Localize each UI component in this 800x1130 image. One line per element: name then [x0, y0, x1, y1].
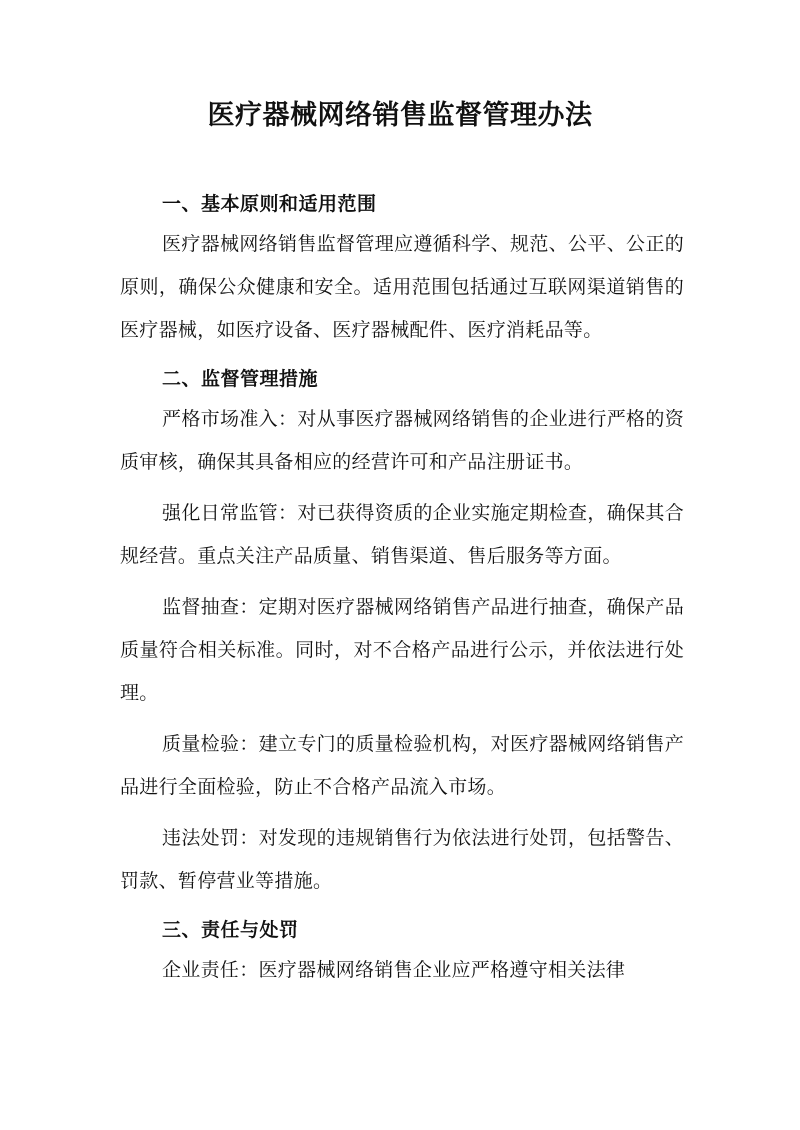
- section-paragraph: 强化日常监管：对已获得资质的企业实施定期检查，确保其合规经营。重点关注产品质量、销售渠道、售后服务等方面。: [120, 502, 684, 567]
- section-basic-principles: [120, 185, 684, 352]
- section-responsibility-penalty: [120, 911, 684, 992]
- section-supervision-measures: [120, 360, 684, 903]
- document-title: 医疗器械网络销售监督管理办法: [207, 100, 593, 131]
- section-paragraph: 监督抽查：定期对医疗器械网络销售产品进行抽查，确保产品质量符合相关标准。同时，对不合格产品进行公示，并依法进行处理。: [120, 596, 684, 704]
- document-body: [120, 185, 684, 992]
- section-paragraph: 医疗器械网络销售监督管理应遵循科学、规范、公平、公正的原则，确保公众健康和安全。适用范围包括通过互联网渠道销售的医疗器械，如医疗设备、医疗器械配件、医疗消耗品等。: [120, 233, 684, 341]
- section-paragraph: 严格市场准入：对从事医疗器械网络销售的企业进行严格的资质审核，确保其具备相应的经营许可和产品注册证书。: [120, 408, 684, 473]
- section-paragraph: 企业责任：医疗器械网络销售企业应严格遵守相关法律: [162, 959, 626, 981]
- section-heading: 二、监督管理措施: [162, 368, 319, 390]
- section-heading: 三、责任与处罚: [162, 919, 299, 941]
- section-paragraph: 质量检验：建立专门的质量检验机构，对医疗器械网络销售产品进行全面检验，防止不合格产品流入市场。: [120, 733, 684, 798]
- section-paragraph: 违法处罚：对发现的违规销售行为依法进行处罚，包括警告、罚款、暂停营业等措施。: [120, 827, 684, 892]
- section-heading: 一、基本原则和适用范围: [162, 193, 377, 215]
